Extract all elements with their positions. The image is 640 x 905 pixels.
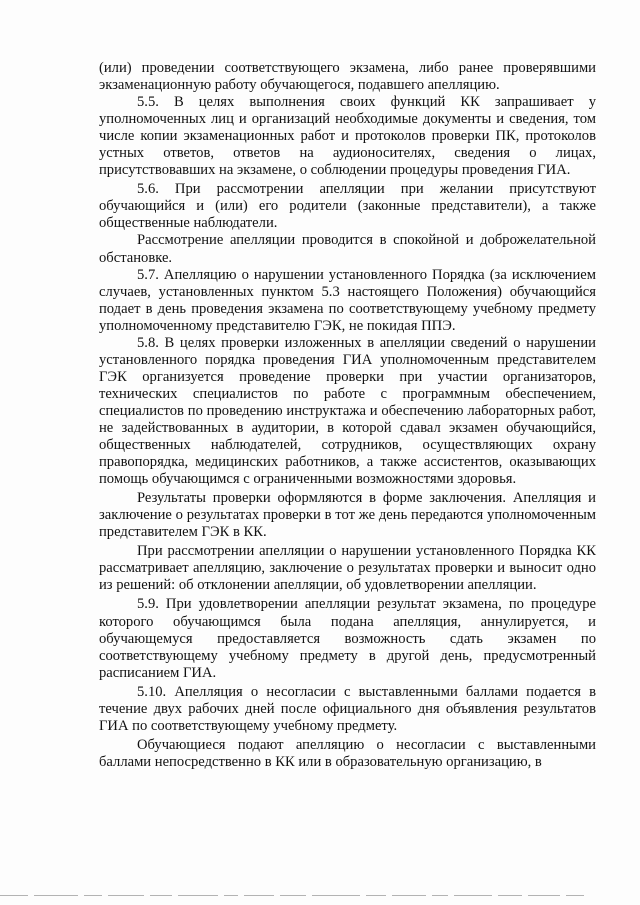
- paragraph-5-10: 5.10. Апелляция о несогласии с выставленными баллами подается в течение двух рабочих дней после официального дня объявления результатов ГИА по соответствующему учебному предмету.: [99, 683, 596, 734]
- paragraph-5-6-atmosphere: Рассмотрение апелляции проводится в спокойной и доброжелательной обстановке.: [99, 232, 596, 266]
- paragraph-5-5: 5.5. В целях выполнения своих функций КК запрашивает у уполномоченных лиц и организаций необходимые документы и сведения, том числе копии экзаменационных работ и протоколов проверки ПК, протоколов устных ответов, ответов на аудионосителях, сведения о лицах, присутствовавших на экзамене, о соблюдении процедуры проведения ГИА.: [99, 94, 596, 179]
- paragraph-5-8-decision: При рассмотрении апелляции о нарушении установленного Порядка КК рассматривает апелляцию, заключение о результатах проверки и выносит одно из решений: об отклонении апелляции, об удовлетворении апелляции.: [99, 543, 596, 594]
- paragraph-5-6: 5.6. При рассмотрении апелляции при желании присутствуют обучающийся и (или) его родители (законные представители), а также общественные наблюдатели.: [99, 181, 596, 232]
- paragraph-5-9: 5.9. При удовлетворении апелляции результат экзамена, по процедуре которого обучающимся была подана апелляция, аннулируется, и обучающемуся предоставляется возможность сдать экзамен по соответствующему учебному предмету в другой день, предусмотренный расписанием ГИА.: [99, 596, 596, 681]
- document-body: [99, 60, 596, 771]
- paragraph-5-10-submission: Обучающиеся подают апелляцию о несогласии с выставленными баллами непосредственно в КК или в образовательную организацию, в: [99, 736, 596, 770]
- paragraph-5-8-results: Результаты проверки оформляются в форме заключения. Апелляция и заключение о результатах проверки в тот же день передаются уполномоченным представителем ГЭК в КК.: [99, 490, 596, 541]
- paragraph-continuation: (или) проведении соответствующего экзамена, либо ранее проверявшими экзаменационную работу обучающегося, подавшего апелляцию.: [99, 60, 596, 94]
- scan-bottom-edge-divider: [0, 893, 640, 899]
- paragraph-5-8: 5.8. В целях проверки изложенных в апелляции сведений о нарушении установленного порядка проведения ГИА уполномоченным представителем ГЭК организуется проведение проверки при участии организаторов, технических специалистов по работе с программным обеспечением, специалистов по проведению инструктажа и обеспечению лабораторных работ, не задействованных в аудитории, в которой сдавал экзамен обучающийся, общественных наблюдателей, сотрудников, осуществляющих охрану правопорядка, медицинских работников, а также ассистентов, оказывающих помощь обучающимся с ограниченными возможностями здоровья.: [99, 334, 596, 488]
- paragraph-5-7: 5.7. Апелляцию о нарушении установленного Порядка (за исключением случаев, установленных пунктом 5.3 настоящего Положения) обучающийся подает в день проведения экзамена по соответствующему учебному предмету уполномоченному представителю ГЭК, не покидая ППЭ.: [99, 266, 596, 334]
